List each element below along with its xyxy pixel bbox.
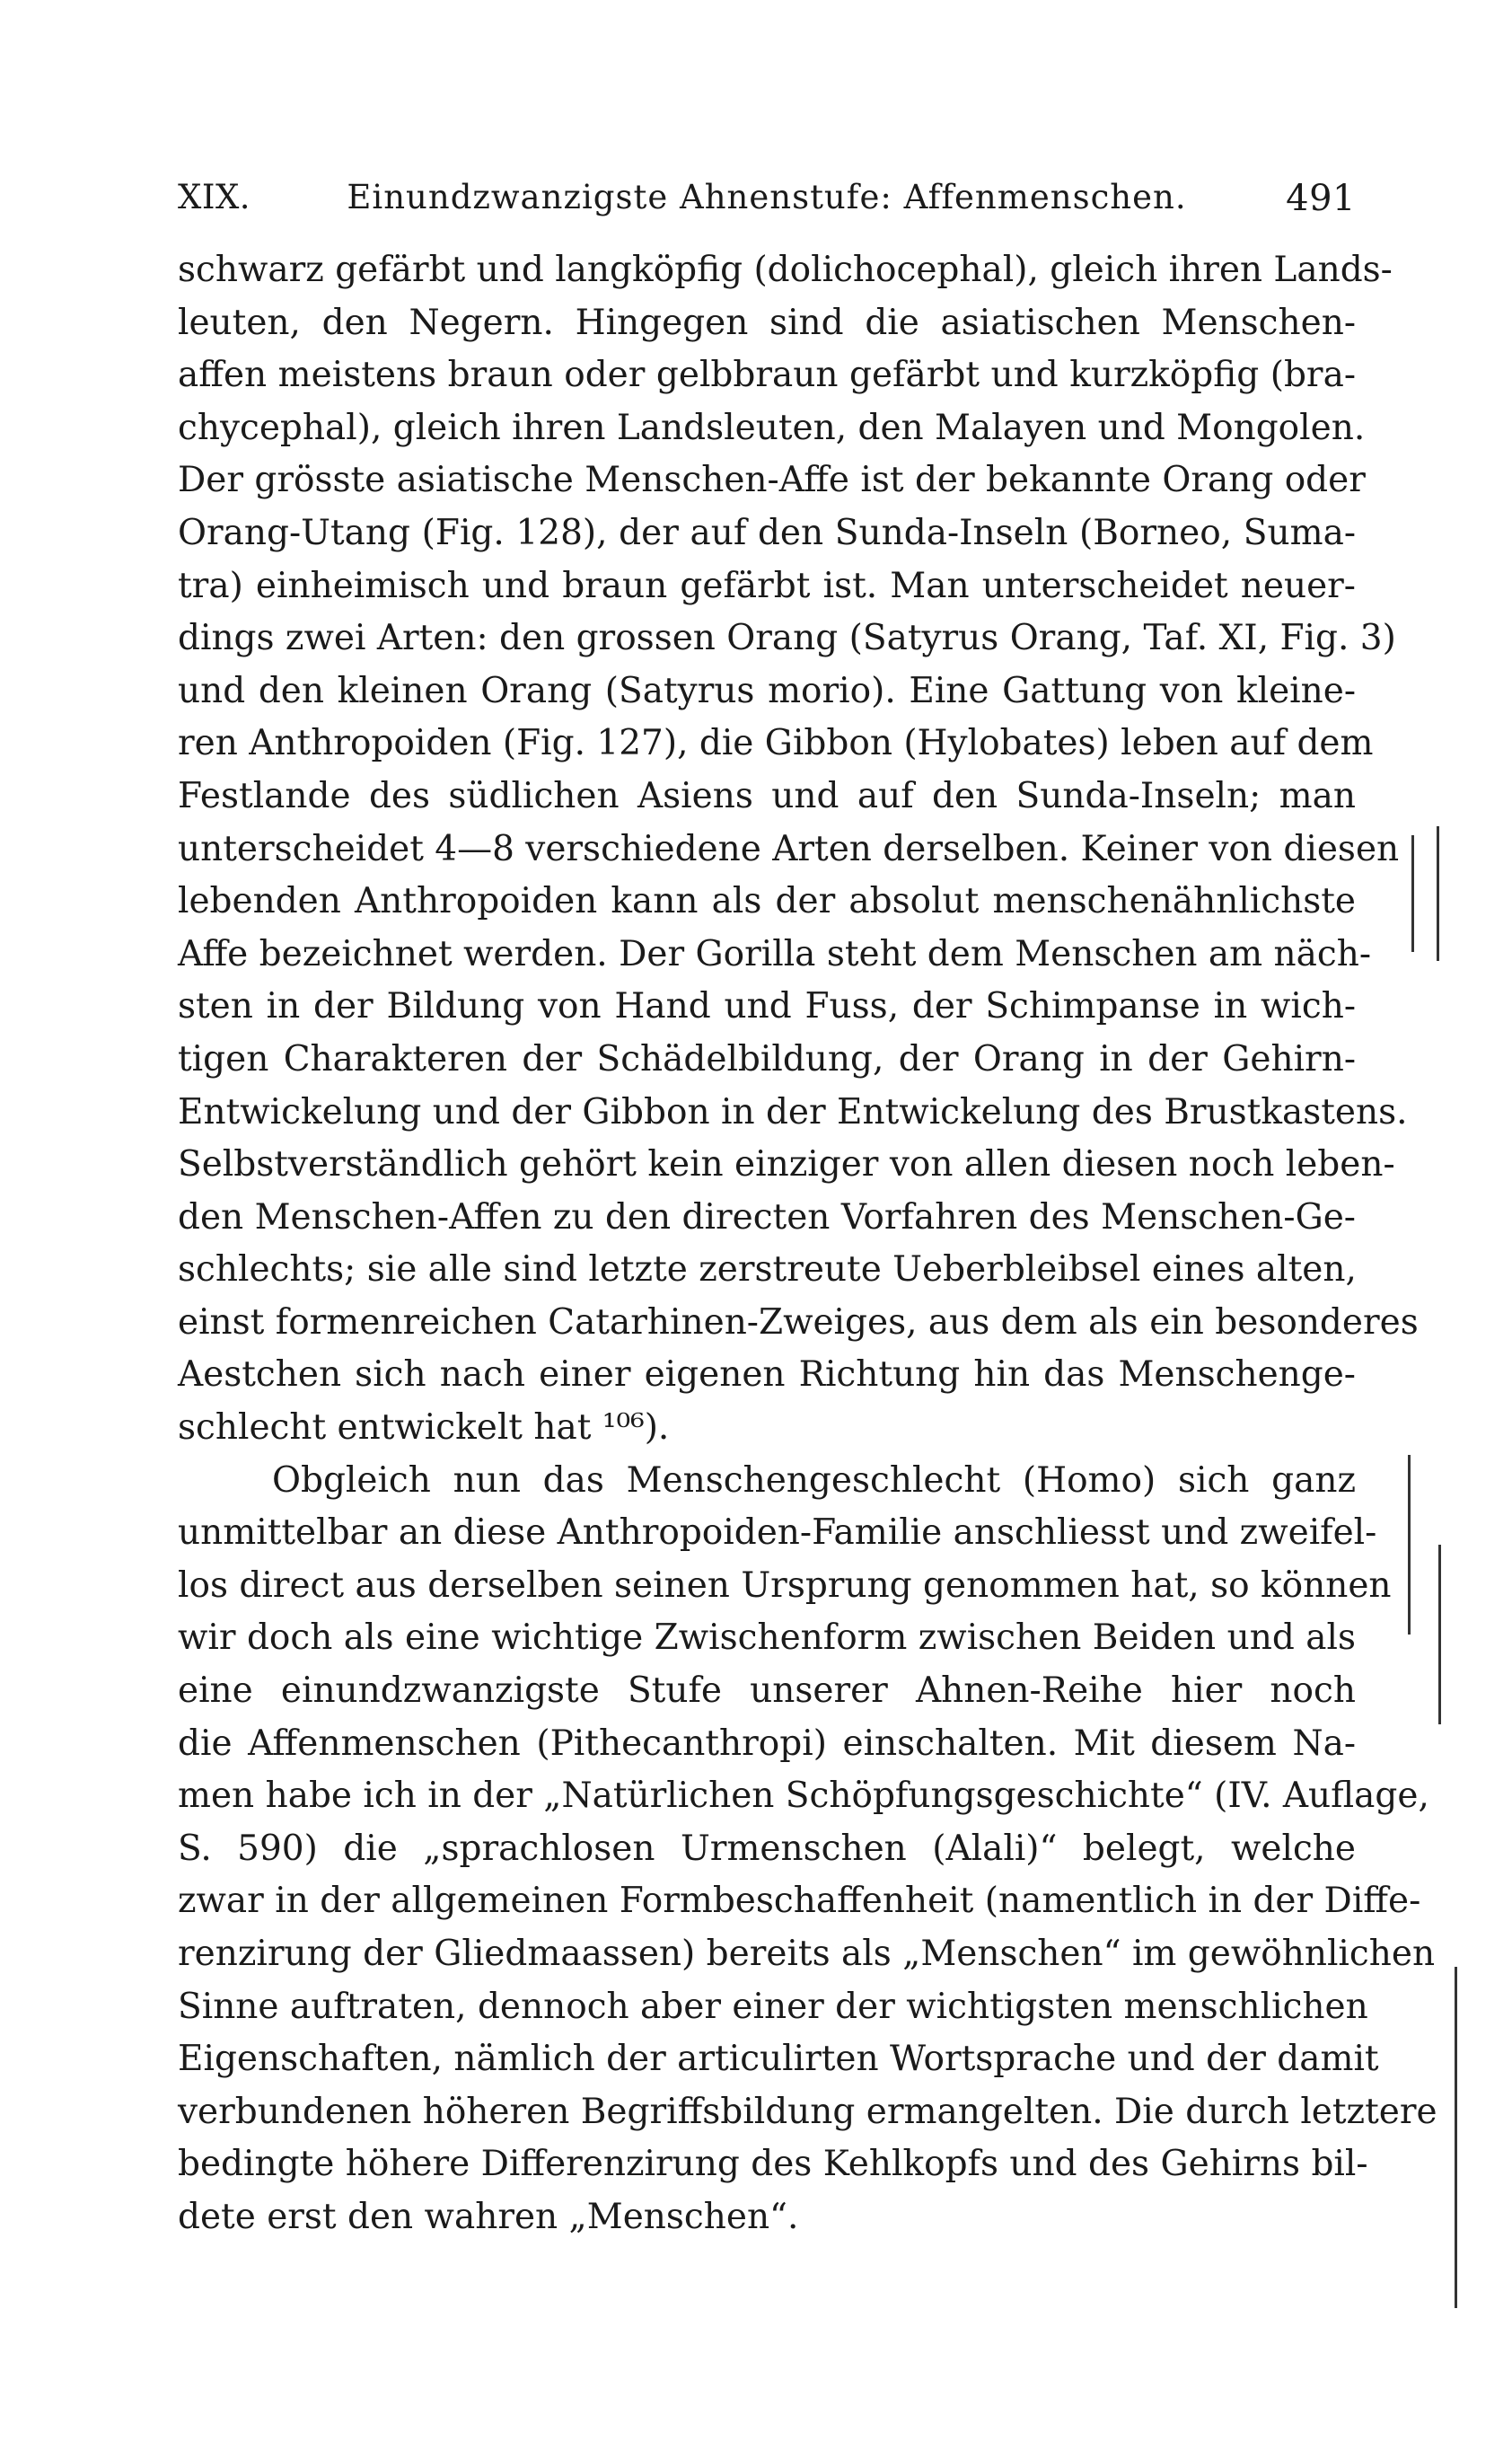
text-line: renzirung der Gliedmaassen) bereits als „Menschen“ im gewöhnlichen (178, 1934, 1436, 1974)
text-line: Affe bezeichnet werden. Der Gorilla steht dem Menschen am näch- (178, 933, 1372, 974)
pencil-mark (1438, 1545, 1441, 1724)
running-header (178, 178, 1356, 232)
pencil-mark (1411, 835, 1414, 952)
body-text (178, 244, 1437, 2244)
text-line: Der grösste asiatische Menschen-Affe ist der bekannte Orang oder (178, 460, 1366, 501)
text-line: Festlande des südlichen Asiens und auf den Sunda-Inseln; man (178, 775, 1356, 816)
text-line: Aestchen sich nach einer eigenen Richtung hin das Menschenge- (178, 1354, 1356, 1396)
text-line: und den kleinen Orang (Satyrus morio). Eine Gattung von kleine- (178, 670, 1356, 711)
text-line: Selbstverständlich gehört kein einziger von allen diesen noch leben- (178, 1144, 1395, 1185)
text-line: Orang-Utang (Fig. 128), der auf den Sunda-Inseln (Borneo, Suma- (178, 512, 1356, 553)
text-line: einst formenreichen Catarhinen-Zweiges, aus dem als ein besonderes (178, 1301, 1419, 1343)
text-line: unmittelbar an diese Anthropoiden-Familie anschliesst und zweifel- (178, 1512, 1377, 1554)
text-line: tigen Charakteren der Schädelbildung, der Orang in der Gehirn- (178, 1038, 1356, 1080)
text-line: leuten, den Negern. Hingegen sind die asiatischen Menschen- (178, 302, 1356, 343)
text-line: zwar in der allgemeinen Formbeschaffenheit (namentlich in der Diffe- (178, 1881, 1421, 1922)
margin-pencil-marks (1401, 808, 1499, 2335)
text-line: verbundenen höheren Begriffsbildung ermangelten. Die durch letztere (178, 2091, 1437, 2132)
text-line: schlechts; sie alle sind letzte zerstreute Ueberbleibsel eines alten, (178, 1249, 1357, 1291)
text-line: eine einundzwanzigste Stufe unserer Ahnen-Reihe hier noch (178, 1670, 1356, 1712)
text-line: Entwickelung und der Gibbon in der Entwickelung des Brustkastens. (178, 1091, 1408, 1132)
text-line: lebenden Anthropoiden kann als der absolut menschenähnlichste (178, 881, 1356, 922)
pencil-mark (1437, 826, 1439, 961)
text-line: Sinne auftraten, dennoch aber einer der wichtigsten menschlichen (178, 1986, 1368, 2027)
text-line: wir doch als eine wichtige Zwischenform zwischen Beiden und als (178, 1617, 1356, 1659)
text-line: men habe ich in der „Natürlichen Schöpfungsgeschichte“ (IV. Auflage, (178, 1776, 1429, 1817)
text-line: bedingte höhere Differenzirung des Kehlkopfs und des Gehirns bil- (178, 2144, 1368, 2185)
chapter-number: XIX. (178, 178, 251, 216)
text-line: dete erst den wahren „Menschen“. (178, 2196, 799, 2237)
pencil-mark (1455, 1967, 1457, 2308)
text-line: den Menschen-Affen zu den directen Vorfahren des Menschen-Ge- (178, 1196, 1356, 1238)
text-line: sten in der Bildung von Hand und Fuss, der Schimpanse in wich- (178, 986, 1356, 1027)
text-line: Obgleich nun das Menschengeschlecht (Homo) sich ganz (272, 1459, 1356, 1501)
text-line: dings zwei Arten: den grossen Orang (Satyrus Orang, Taf. XI, Fig. 3) (178, 618, 1396, 659)
text-line: los direct aus derselben seinen Ursprung genommen hat, so können (178, 1564, 1392, 1606)
text-line: chycephal), gleich ihren Landsleuten, den Malayen und Mongolen. (178, 407, 1366, 448)
page-number: 491 (1286, 178, 1356, 219)
running-title: Einundzwanzigste Ahnenstufe: Affenmenschen. (347, 178, 1187, 216)
text-line: tra) einheimisch und braun gefärbt ist. Man unterscheidet neuer- (178, 565, 1356, 606)
text-line: ren Anthropoiden (Fig. 127), die Gibbon (Hylobates) leben auf dem (178, 723, 1374, 764)
text-line: Eigenschaften, nämlich der articulirten Wortsprache und der damit (178, 2039, 1379, 2080)
pencil-mark (1408, 1455, 1411, 1635)
text-line: S. 590) die „sprachlosen Urmenschen (Alali)“ belegt, welche (178, 1828, 1356, 1869)
text-line: affen meistens braun oder gelbbraun gefärbt und kurzköpfig (bra- (178, 355, 1356, 396)
text-line: schlecht entwickelt hat ¹⁰⁶). (178, 1407, 670, 1449)
text-line: schwarz gefärbt und langköpfig (dolichocephal), gleich ihren Lands- (178, 250, 1393, 290)
text-line: die Affenmenschen (Pithecanthropi) einschalten. Mit diesem Na- (178, 1723, 1356, 1764)
text-line: unterscheidet 4—8 verschiedene Arten derselben. Keiner von diesen (178, 828, 1400, 869)
